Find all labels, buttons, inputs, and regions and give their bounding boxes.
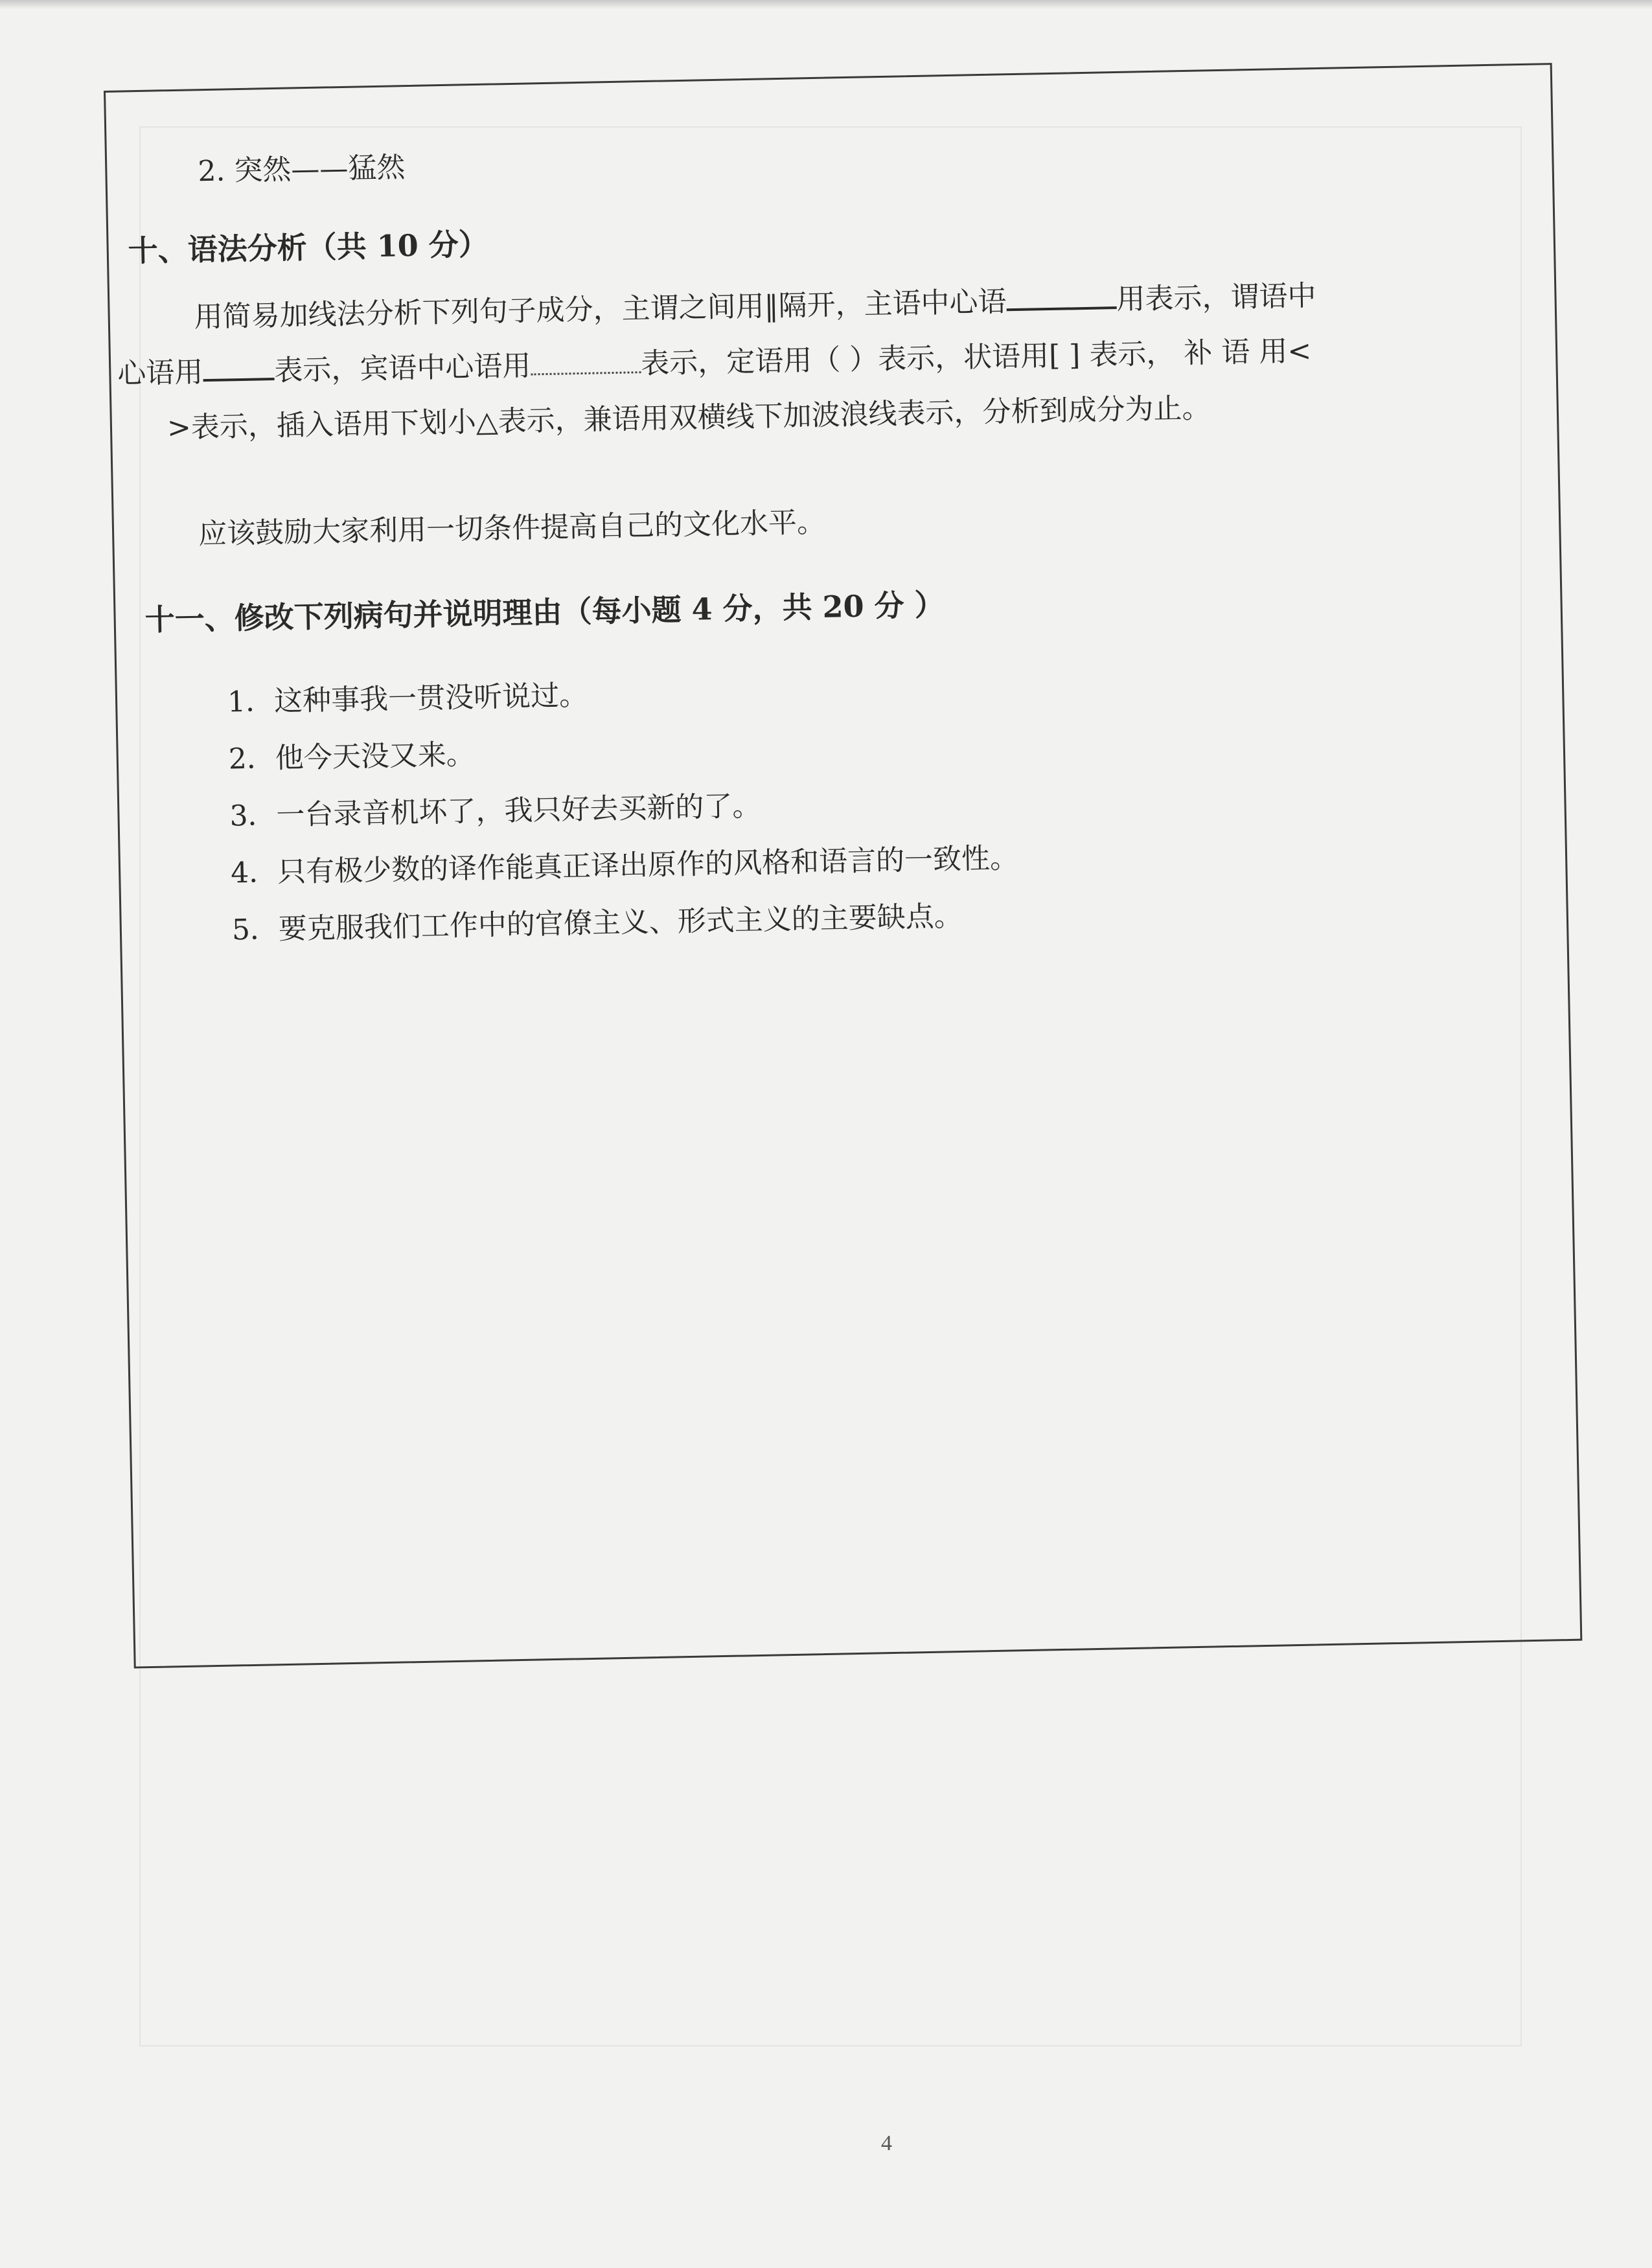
object-blank xyxy=(531,345,641,375)
instruction-text: 用表示，谓语中 xyxy=(1116,279,1316,317)
list-item: 4．只有极少数的译作能真正译出原作的风格和语言的一致性。 xyxy=(230,842,1019,890)
list-item: 5．要克服我们工作中的官僚主义、形式主义的主要缺点。 xyxy=(231,899,963,947)
section-10-instruction-line-2 xyxy=(117,332,1312,393)
subject-blank xyxy=(1006,281,1117,311)
analysis-sentence: 应该鼓励大家利用一切条件提高自己的文化水平。 xyxy=(198,505,826,551)
instruction-text: 心语用 xyxy=(117,356,203,391)
frame-content xyxy=(106,65,1580,1666)
section-10-instruction-line-3: >表示，插入语用下划小△表示，兼语用双横线下加波浪线表示，分析到成分为止。 xyxy=(166,391,1211,445)
predicate-blank xyxy=(203,352,275,382)
continuation-item: 2. 突然——猛然 xyxy=(197,151,406,189)
list-item: 1．这种事我一贯没听说过。 xyxy=(227,678,588,719)
section-10-heading: 十、语法分析（共 10 分） xyxy=(128,226,489,269)
page-number: 4 xyxy=(881,2131,892,2155)
section-10-instruction-line-1 xyxy=(194,277,1316,337)
scan-edge-shadow xyxy=(0,0,1652,9)
instruction-text: 用简易加线法分析下列句子成分，主谓之间用‖隔开，主语中心语 xyxy=(194,285,1007,334)
answer-frame xyxy=(104,63,1582,1668)
instruction-text: 表示，定语用（ ）表示，状语用[ ] 表示， 补 语 用< xyxy=(640,334,1312,381)
instruction-text: 表示，宾语中心语用 xyxy=(273,349,531,388)
list-item: 3．一台录音机坏了，我只好去买新的了。 xyxy=(229,789,761,833)
list-item: 2．他今天没又来。 xyxy=(228,738,476,776)
section-11-heading: 十一、修改下列病句并说明理由（每小题 4 分，共 20 分 ） xyxy=(144,587,945,637)
